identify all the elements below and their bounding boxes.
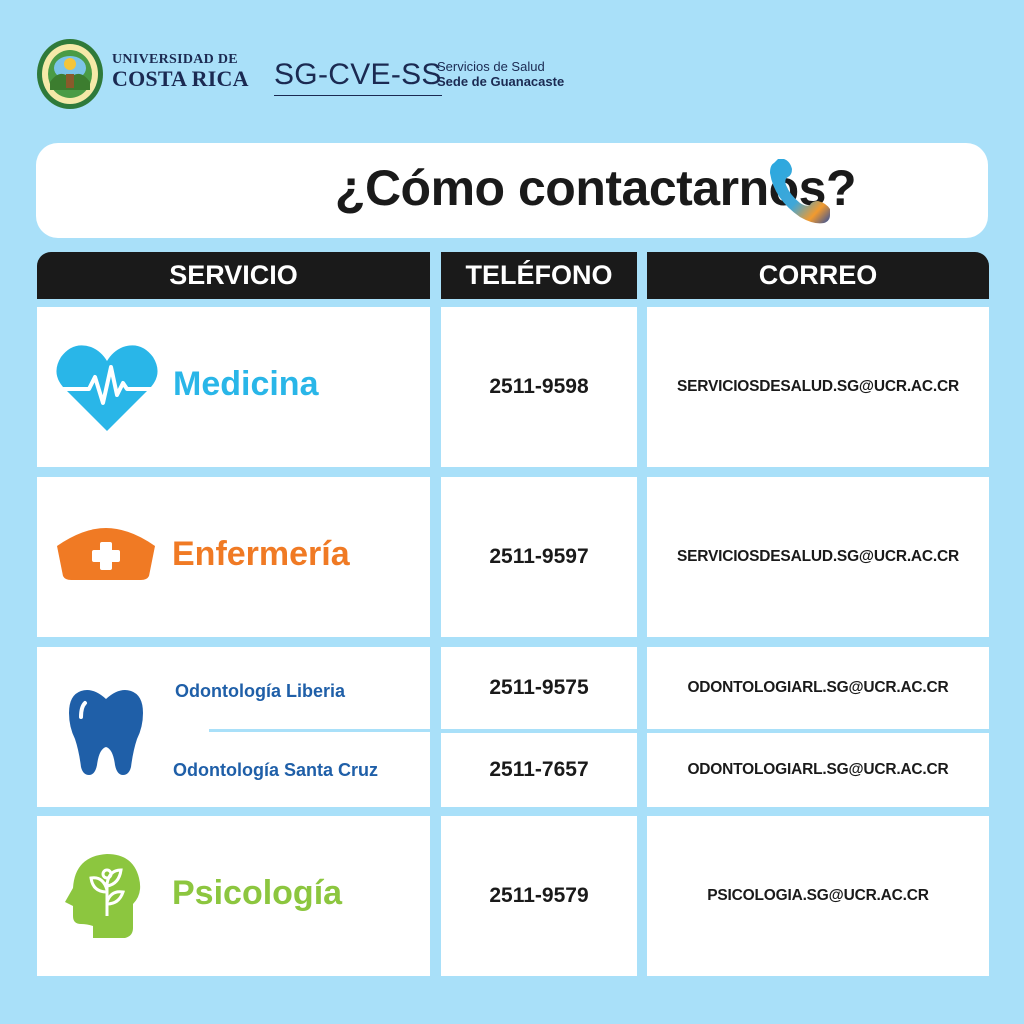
office-subtitle-line1: Servicios de Salud	[437, 59, 545, 74]
phone-cell	[441, 307, 637, 467]
email-cell	[647, 477, 989, 637]
email-address: PSICOLOGIA.SG@UCR.AC.CR	[707, 887, 929, 904]
phone-cell	[441, 647, 637, 729]
service-label: Medicina	[173, 365, 319, 403]
tooth-icon	[67, 687, 145, 777]
service-cell-enfermeria	[37, 477, 430, 637]
phone-number: 2511-9598	[489, 375, 589, 398]
heart-pulse-icon	[55, 343, 159, 433]
university-name	[112, 53, 249, 90]
phone-cell	[441, 816, 637, 976]
service-label: Odontología Liberia	[175, 681, 345, 701]
service-cell-odontologia	[37, 647, 430, 807]
email-cell	[647, 733, 989, 807]
service-label: Psicología	[172, 874, 343, 912]
phone-icon	[764, 155, 838, 229]
phone-number: 2511-9575	[489, 676, 589, 699]
header	[36, 36, 656, 116]
phone-number: 2511-9597	[489, 545, 589, 568]
title-banner	[36, 143, 988, 238]
email-address: SERVICIOSDESALUD.SG@UCR.AC.CR	[676, 548, 960, 565]
service-cell-medicina	[37, 307, 430, 467]
column-header-correo: CORREO	[647, 252, 989, 299]
service-label: Odontología Santa Cruz	[173, 760, 378, 780]
email-cell	[647, 647, 989, 729]
phone-cell	[441, 733, 637, 807]
email-address: SERVICIOSDESALUD.SG@UCR.AC.CR	[676, 378, 960, 395]
nurse-cap-icon	[53, 524, 159, 582]
service-label: Enfermería	[172, 535, 350, 573]
row-divider	[209, 729, 430, 732]
column-header-telefono: TELÉFONO	[441, 252, 637, 299]
office-code: SG-CVE-SS	[274, 58, 442, 96]
email-cell	[647, 307, 989, 467]
mind-leaf-icon	[63, 852, 143, 940]
university-line1: UNIVERSIDAD DE	[112, 52, 238, 67]
office-subtitle-line2: Sede de Guanacaste	[437, 73, 565, 89]
phone-number: 2511-7657	[489, 758, 589, 781]
service-cell-psicologia	[37, 816, 430, 976]
office-subtitle	[437, 60, 564, 90]
phone-cell	[441, 477, 637, 637]
phone-number: 2511-9579	[489, 884, 589, 907]
email-address: ODONTOLOGIARL.SG@UCR.AC.CR	[687, 679, 949, 696]
page-title: ¿Cómo contactarnos?	[334, 160, 856, 216]
column-header-servicio: SERVICIO	[37, 252, 430, 299]
university-line2: COSTA RICA	[112, 66, 249, 91]
email-cell	[647, 816, 989, 976]
university-seal-icon	[36, 38, 104, 110]
email-address: ODONTOLOGIARL.SG@UCR.AC.CR	[687, 761, 949, 778]
